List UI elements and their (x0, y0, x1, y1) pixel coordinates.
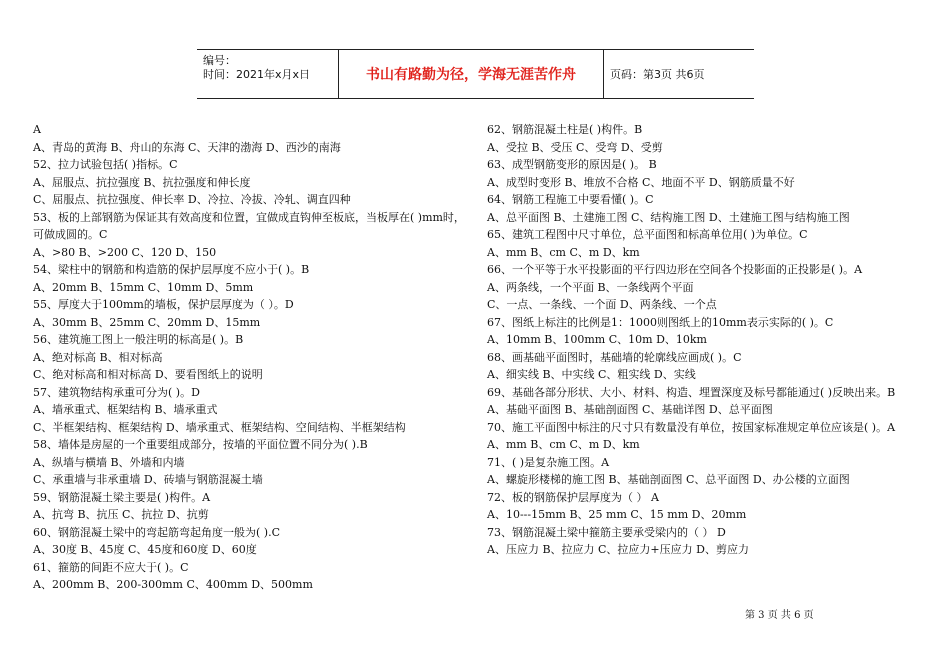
page-header (197, 49, 754, 99)
text-line: A、mm B、cm C、m D、km (487, 245, 640, 259)
text-line: C、一点、一条线、一个面 D、两条线、一个点 (487, 298, 717, 311)
text-line: A、mm B、cm C、m D、km (487, 438, 640, 451)
text-line: A、墙承重式、框架结构 B、墙承重式 (33, 403, 218, 416)
header-page-label: 页码：第3页 共6页 (610, 68, 705, 81)
text-line: A、200mm B、200-300mm C、400mm D、500mm (33, 578, 313, 591)
text-line: A、青岛的黄海 B、舟山的东海 C、天津的渤海 D、西沙的南海 (33, 140, 341, 154)
text-line: C、绝对标高和相对标高 D、要看图纸上的说明 (33, 368, 263, 381)
text-line: 65、建筑工程图中尺寸单位，总平面图和标高单位用( )为单位。C (487, 228, 808, 241)
left-column (33, 121, 465, 594)
text-line: C、屈服点、抗拉强度、伸长率 D、冷拉、冷拔、冷轧、调直四种 (33, 193, 351, 206)
text-line: 58、墙体是房屋的一个重要组成部分，按墙的平面位置不同分为( ).B (33, 438, 368, 451)
text-line: C、承重墙与非承重墙 D、砖墙与钢筋混凝土墙 (33, 473, 263, 486)
header-motto: 书山有路勤为径，学海无涯苦作舟 (366, 67, 576, 83)
page-footer: 第 3 页 共 6 页 (745, 610, 814, 621)
header-date-label: 时间：2021年x月x日 (203, 68, 311, 81)
text-line: 56、建筑施工图上一般注明的标高是( )。B (33, 333, 244, 346)
text-line: 63、成型钢筋变形的原因是( )。 B (487, 158, 657, 171)
text-line: 57、建筑物结构承重可分为( )。D (33, 385, 200, 399)
text-line: A、>80 B、>200 C、120 D、150 (33, 245, 217, 259)
text-line: 64、钢筋工程施工中要看懂( )。C (487, 193, 654, 206)
right-column (487, 121, 922, 559)
header-meta (203, 54, 310, 82)
text-line: A (33, 123, 41, 136)
text-line: 71、( )是复杂施工图。A (487, 455, 610, 469)
text-line: 55、厚度大于100mm的墙板，保护层厚度为（ ）。D (33, 298, 294, 311)
text-line: 60、钢筋混凝土梁中的弯起筋弯起角度一般为( ).C (33, 525, 280, 539)
text-line: 67、图纸上标注的比例是1：1000则图纸上的10mm表示实际的( )。C (487, 315, 834, 329)
text-line: 73、钢筋混凝土梁中箍筋主要承受梁内的（ ） D (487, 525, 726, 539)
text-line: 68、画基础平面图时，基础墙的轮廓线应画成( )。C (487, 350, 742, 364)
text-line: A、10---15mm B、25 mm C、15 mm D、20mm (487, 508, 747, 521)
text-line: C、半框架结构、框架结构 D、墙承重式、框架结构、空间结构、半框架结构 (33, 420, 406, 434)
text-line: 69、基础各部分形状、大小、材料、构造、埋置深度及标号都能通过( )反映出来。B (487, 385, 896, 399)
text-line: 72、板的钢筋保护层厚度为（ ） A (487, 490, 659, 504)
text-line: 62、钢筋混凝土柱是( )构件。B (487, 123, 643, 136)
text-line: 53、板的上部钢筋为保证其有效高度和位置，宜做成直钩伸至板底，当板厚在( )mm时，可做成圆的。C (33, 210, 465, 241)
text-line: 61、箍筋的间距不应大于( )。C (33, 560, 189, 574)
header-divider (603, 50, 604, 98)
text-line: A、30度 B、45度 C、45度和60度 D、60度 (33, 543, 257, 556)
text-line: A、螺旋形楼梯的施工图 B、基础剖面图 C、总平面图 D、办公楼的立面图 (487, 473, 850, 486)
text-line: 54、梁柱中的钢筋和构造筋的保护层厚度不应小于( )。B (33, 263, 310, 276)
header-number-label: 编号： (203, 54, 236, 67)
text-line: A、受拉 B、受压 C、受弯 D、受剪 (487, 140, 663, 154)
text-line: A、压应力 B、拉应力 C、拉应力+压应力 D、剪应力 (487, 543, 749, 556)
text-line: A、成型时变形 B、堆放不合格 C、地面不平 D、钢筋质量不好 (487, 175, 795, 189)
text-line: A、屈服点、抗拉强度 B、抗拉强度和伸长度 (33, 175, 251, 189)
text-line: A、绝对标高 B、相对标高 (33, 350, 163, 364)
text-line: 59、钢筋混凝土梁主要是( )构件。A (33, 490, 211, 504)
text-line: A、两条线，一个平面 B、一条线两个平面 (487, 280, 694, 294)
text-line: 70、施工平面图中标注的尺寸只有数量没有单位，按国家标准规定单位应该是( )。A (487, 420, 896, 434)
text-line: A、总平面图 B、土建施工图 C、结构施工图 D、土建施工图与结构施工图 (487, 210, 850, 224)
text-line: A、30mm B、25mm C、20mm D、15mm (33, 315, 261, 329)
text-line: A、10mm B、100mm C、10m D、10km (487, 333, 707, 346)
text-line: A、20mm B、15mm C、10mm D、5mm (33, 280, 254, 294)
text-line: A、基础平面图 B、基础剖面图 C、基础详图 D、总平面图 (487, 403, 773, 416)
text-line: A、抗弯 B、抗压 C、抗拉 D、抗剪 (33, 508, 209, 521)
text-line: 52、拉力试验包括( )指标。C (33, 158, 178, 171)
text-line: A、细实线 B、中实线 C、粗实线 D、实线 (487, 368, 696, 381)
text-line: A、纵墙与横墙 B、外墙和内墙 (33, 455, 185, 469)
text-line: 66、一个平等于水平投影面的平行四边形在空间各个投影面的正投影是( )。A (487, 263, 863, 276)
